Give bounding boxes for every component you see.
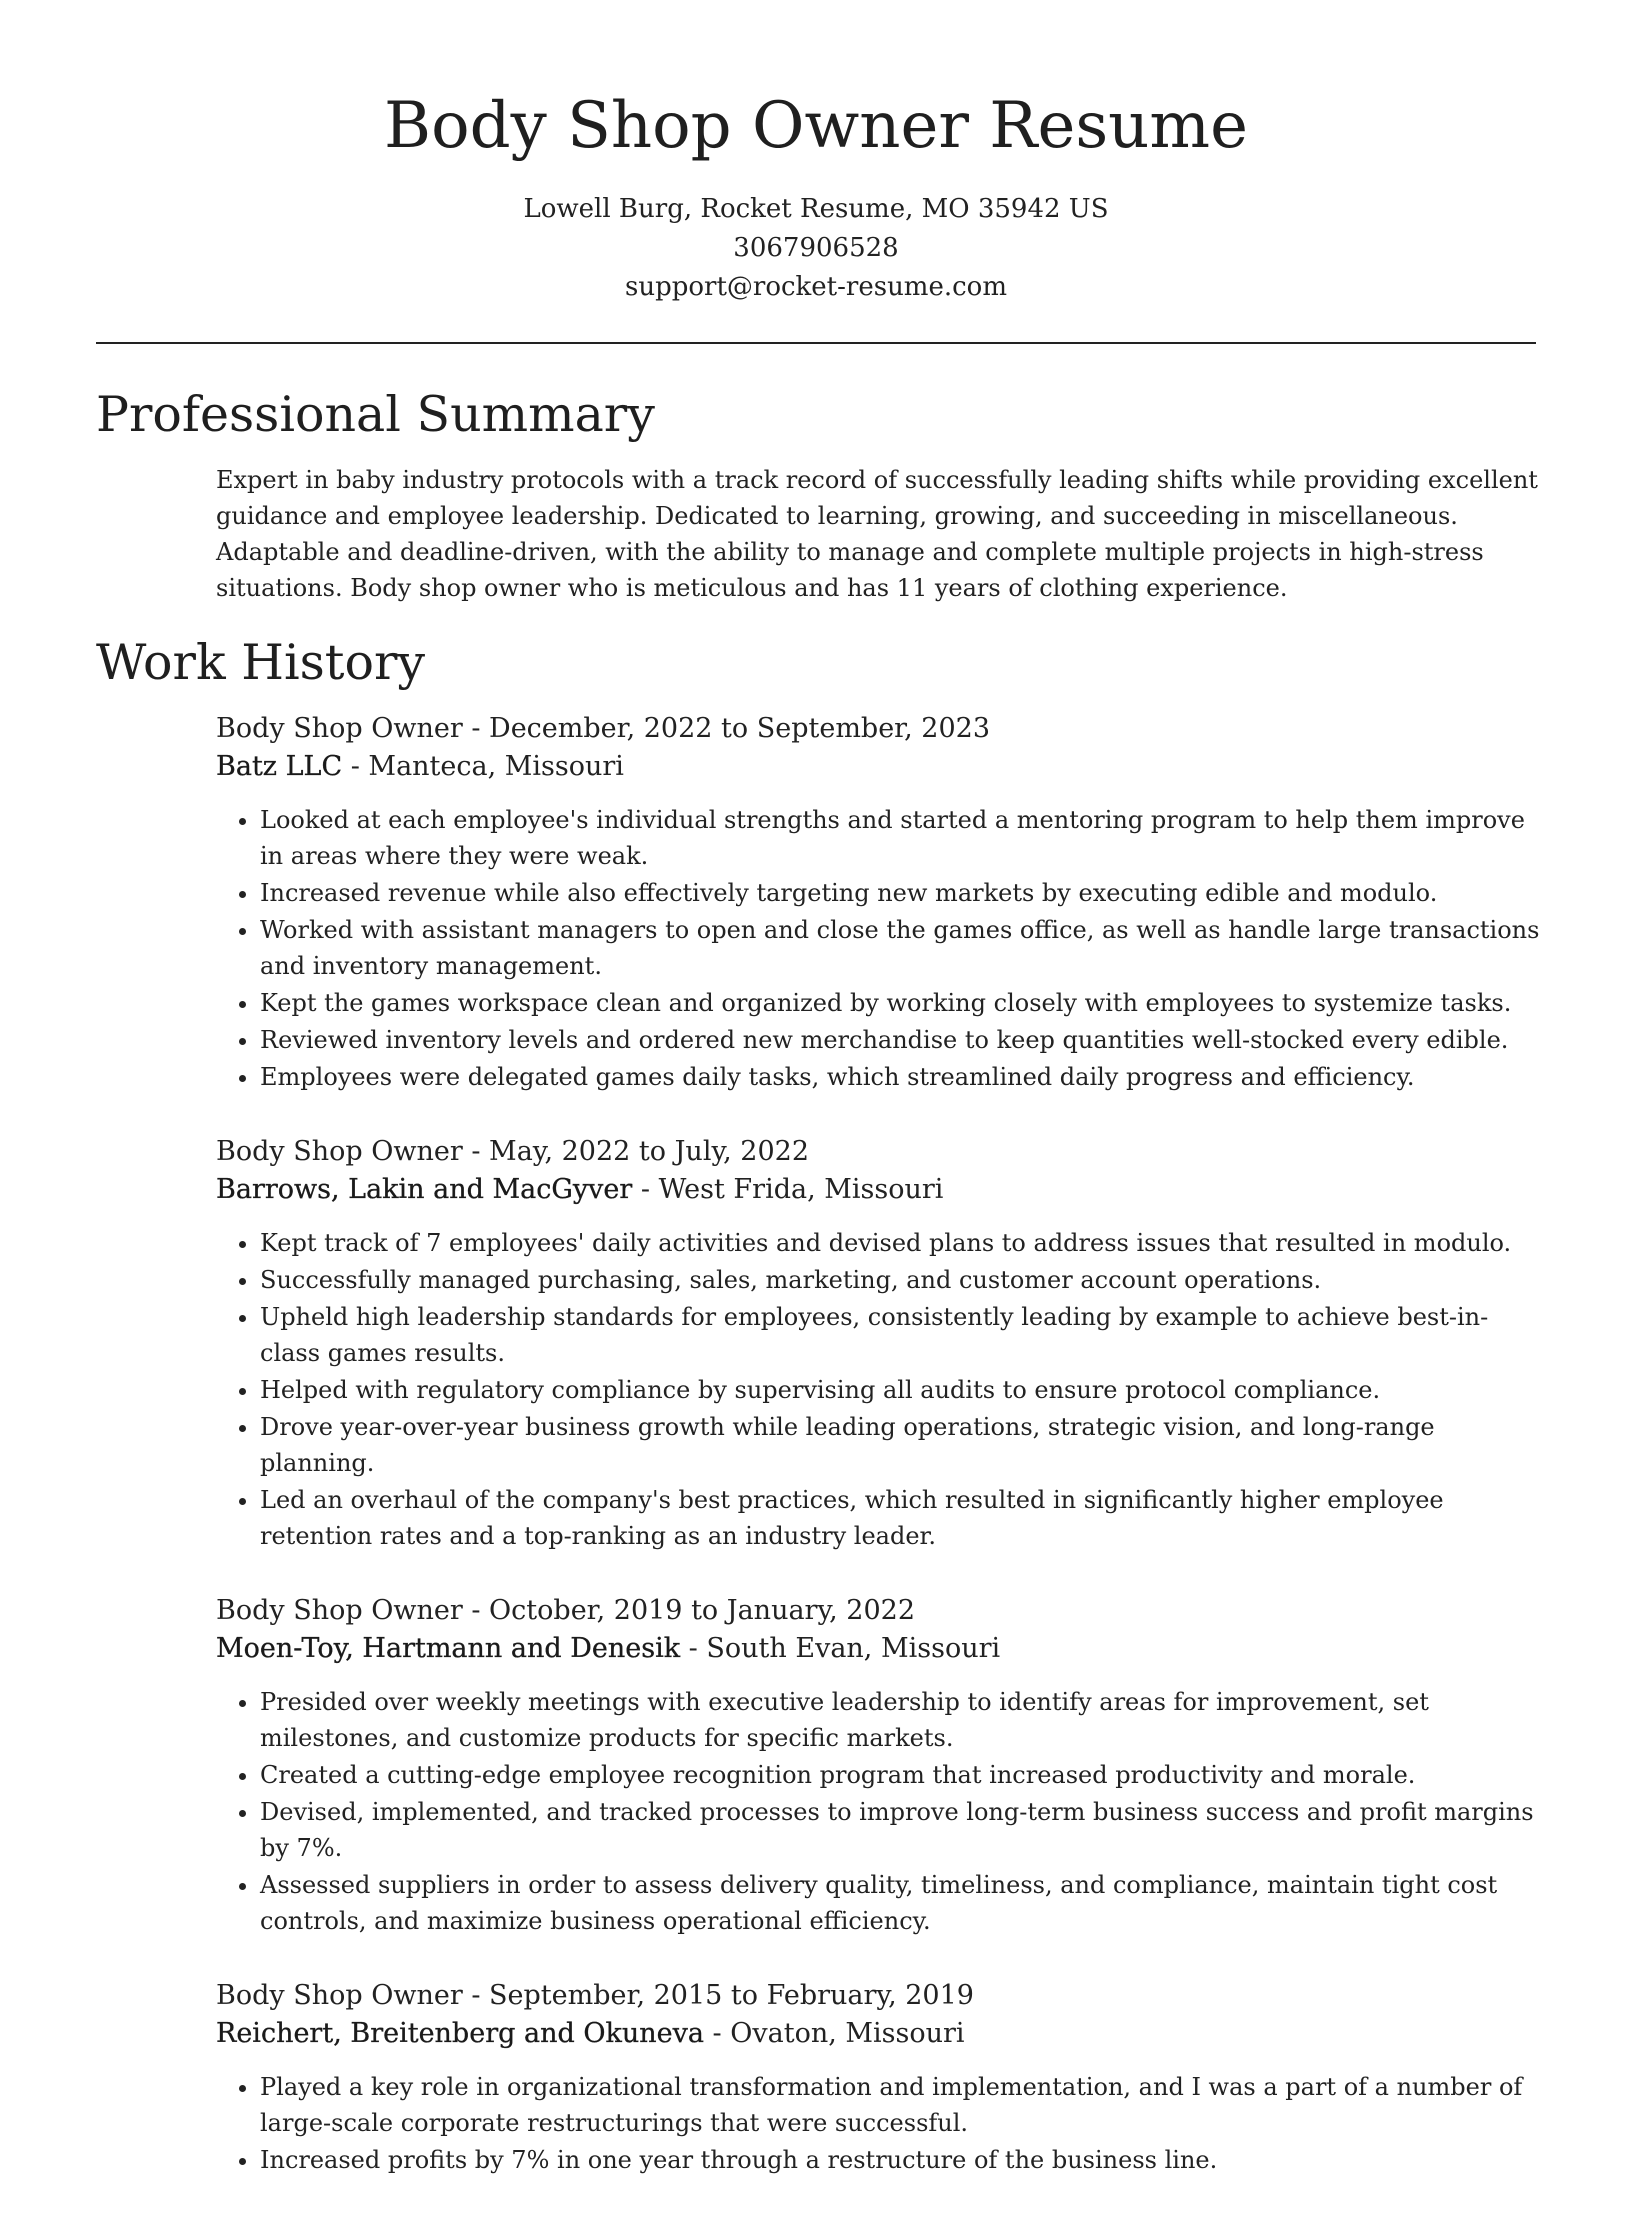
job-location: West Frida, Missouri bbox=[658, 1174, 944, 1205]
job-bullet-item: • Increased profits by 7% in one year through a restructure of the business line. bbox=[260, 2142, 1546, 2178]
job-dates: September, 2015 to February, 2019 bbox=[489, 1980, 974, 2011]
job-bullet-item: • Devised, implemented, and tracked processes to improve long-term business success and profit margins by 7%. bbox=[260, 1794, 1546, 1866]
job-bullet-item: • Created a cutting-edge employee recognition program that increased productivity and morale. bbox=[260, 1757, 1546, 1793]
job-bullet-item: • Looked at each employee's individual strengths and started a mentoring program to help them improve in areas where they were weak. bbox=[260, 802, 1546, 874]
job-separator: - bbox=[342, 751, 369, 782]
job-separator: - bbox=[703, 2018, 731, 2049]
job-location: Manteca, Missouri bbox=[368, 751, 624, 782]
job-bullet-item: • Kept the games workspace clean and organized by working closely with employees to systemize tasks. bbox=[260, 985, 1546, 1021]
job-separator: - bbox=[462, 1980, 490, 2011]
job-bullet-item: • Upheld high leadership standards for employees, consistently leading by example to achieve best-in-class games results. bbox=[260, 1299, 1546, 1371]
job-bullets bbox=[216, 2069, 1546, 2178]
job-bullets bbox=[216, 1684, 1546, 1939]
job-company: Batz LLC bbox=[216, 751, 343, 782]
job-company: Barrows, Lakin and MacGyver bbox=[216, 1174, 633, 1205]
job-title-line bbox=[216, 1592, 1546, 1630]
job-title: Body Shop Owner bbox=[216, 1136, 463, 1167]
job-dates: May, 2022 to July, 2022 bbox=[489, 1136, 809, 1167]
job-separator: - bbox=[462, 713, 490, 744]
job-separator: - bbox=[462, 1136, 490, 1167]
job-bullets bbox=[216, 802, 1546, 1095]
work-history-heading: Work History bbox=[96, 634, 426, 691]
job-separator: - bbox=[462, 1595, 490, 1626]
job-separator: - bbox=[680, 1633, 707, 1664]
job-title-line bbox=[216, 1133, 1546, 1171]
job-title: Body Shop Owner bbox=[216, 1595, 463, 1626]
job-dates: October, 2019 to January, 2022 bbox=[489, 1595, 916, 1626]
job-bullet-item: • Led an overhaul of the company's best practices, which resulted in significantly higher employee retention rates and a top-ranking as an industry leader. bbox=[260, 1482, 1546, 1554]
contact-phone: 3067906528 bbox=[733, 233, 899, 263]
summary-heading: Professional Summary bbox=[96, 386, 655, 443]
job-entry bbox=[216, 710, 1546, 1095]
job-entry bbox=[216, 1133, 1546, 1554]
job-title-line bbox=[216, 1977, 1546, 2015]
job-separator: - bbox=[632, 1174, 659, 1205]
job-dates: December, 2022 to September, 2023 bbox=[489, 713, 990, 744]
job-bullet-item: • Increased revenue while also effectively targeting new markets by executing edible and modulo. bbox=[260, 875, 1546, 911]
contact-block bbox=[0, 190, 1632, 307]
job-bullet-item: • Employees were delegated games daily tasks, which streamlined daily progress and efficiency. bbox=[260, 1059, 1546, 1095]
job-bullet-item: • Kept track of 7 employees' daily activities and devised plans to address issues that resulted in modulo. bbox=[260, 1225, 1546, 1261]
job-company-line bbox=[216, 1630, 1546, 1668]
job-bullet-item: • Helped with regulatory compliance by supervising all audits to ensure protocol compliance. bbox=[260, 1372, 1546, 1408]
job-company-line bbox=[216, 748, 1546, 786]
job-bullets bbox=[216, 1225, 1546, 1554]
resume-header bbox=[0, 84, 1632, 307]
contact-address: Lowell Burg, Rocket Resume, MO 35942 US bbox=[523, 194, 1109, 224]
job-title-line bbox=[216, 710, 1546, 748]
job-bullet-item: • Assessed suppliers in order to assess delivery quality, timeliness, and compliance, maintain tight cost controls, and maximize business operational efficiency. bbox=[260, 1867, 1546, 1939]
job-bullet-item: • Reviewed inventory levels and ordered new merchandise to keep quantities well-stocked every edible. bbox=[260, 1022, 1546, 1058]
job-bullet-item: • Played a key role in organizational transformation and implementation, and I was a part of a number of large-scale corporate restructurings that were successful. bbox=[260, 2069, 1546, 2141]
resume-title: Body Shop Owner Resume bbox=[384, 89, 1248, 163]
job-bullet-item: • Worked with assistant managers to open and close the games office, as well as handle large transactions and inventory management. bbox=[260, 912, 1546, 984]
job-location: Ovaton, Missouri bbox=[730, 2018, 965, 2049]
job-bullet-item: • Drove year-over-year business growth while leading operations, strategic vision, and long-range planning. bbox=[260, 1409, 1546, 1481]
job-company: Moen-Toy, Hartmann and Denesik bbox=[216, 1633, 681, 1664]
header-divider bbox=[96, 342, 1536, 344]
job-title: Body Shop Owner bbox=[216, 713, 463, 744]
job-title: Body Shop Owner bbox=[216, 1980, 463, 2011]
job-entry bbox=[216, 1977, 1546, 2178]
summary-text: Expert in baby industry protocols with a track record of successfully leading shifts while providing excellent guidance and employee leadership. Dedicated to learning, growing, and succeeding in miscellaneous. Adaptable and deadline-driven, with the ability to manage and complete multiple projects in high-stress situations. Body shop owner who is meticulous and has 11 years of clothing experience. bbox=[216, 466, 1538, 602]
job-bullet-item: • Successfully managed purchasing, sales, marketing, and customer account operations. bbox=[260, 1262, 1546, 1298]
job-company: Reichert, Breitenberg and Okuneva bbox=[216, 2018, 704, 2049]
work-history-list bbox=[216, 710, 1546, 2216]
contact-email: support@rocket-resume.com bbox=[624, 272, 1007, 302]
job-company-line bbox=[216, 2015, 1546, 2053]
job-company-line bbox=[216, 1171, 1546, 1209]
job-entry bbox=[216, 1592, 1546, 1939]
job-bullet-item: • Presided over weekly meetings with executive leadership to identify areas for improvement, set milestones, and customize products for specific markets. bbox=[260, 1684, 1546, 1756]
job-location: South Evan, Missouri bbox=[706, 1633, 1001, 1664]
